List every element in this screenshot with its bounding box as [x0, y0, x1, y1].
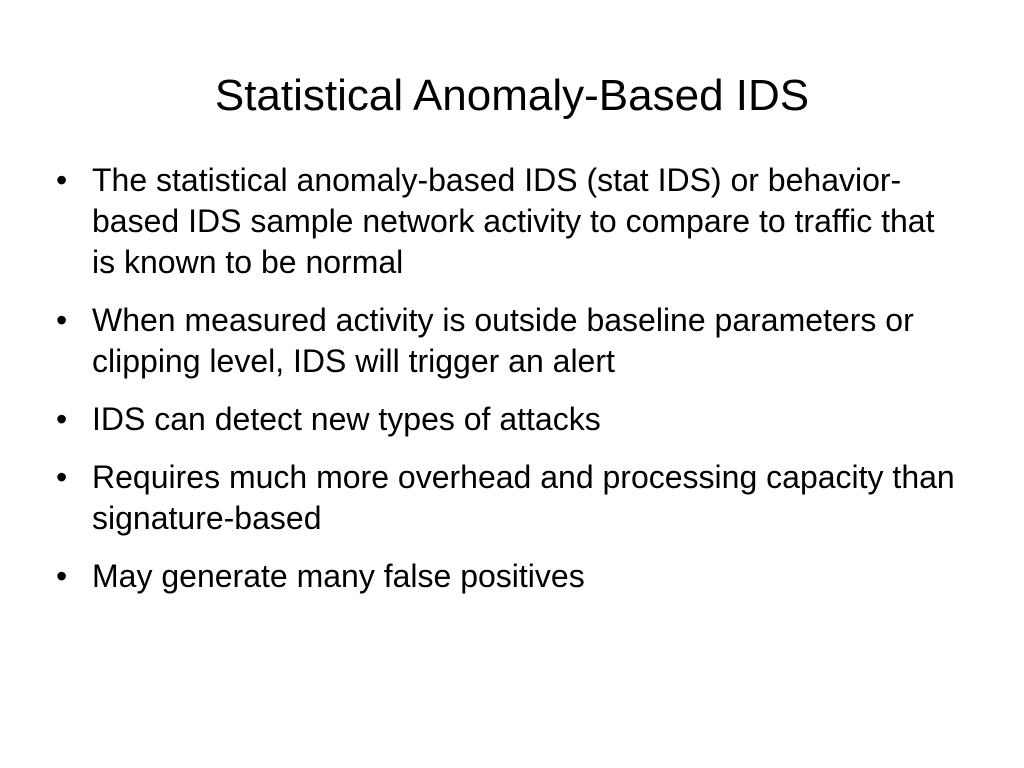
bullet-text: May generate many false positives: [92, 558, 585, 594]
bullet-text: Requires much more overhead and processing capacity than signature-based: [92, 459, 955, 536]
bullet-item: [56, 160, 956, 283]
bullet-dot-icon: •: [56, 162, 68, 198]
bullet-dot-icon: •: [56, 302, 68, 338]
bullet-text: IDS can detect new types of attacks: [92, 401, 601, 437]
bullet-item: [56, 457, 956, 539]
bullet-item: [56, 300, 956, 382]
bullet-list: [56, 160, 956, 614]
bullet-item: [56, 556, 956, 597]
bullet-item: [56, 399, 956, 440]
bullet-dot-icon: •: [56, 558, 68, 594]
bullet-dot-icon: •: [56, 401, 68, 437]
bullet-text: When measured activity is outside baseline parameters or clipping level, IDS will trigger an alert: [92, 302, 914, 379]
slide-title: Statistical Anomaly-Based IDS: [214, 71, 810, 120]
bullet-text: The statistical anomaly-based IDS (stat IDS) or behavior-based IDS sample network activity to compare to traffic that is known to be normal: [92, 162, 935, 280]
bullet-dot-icon: •: [56, 459, 68, 495]
